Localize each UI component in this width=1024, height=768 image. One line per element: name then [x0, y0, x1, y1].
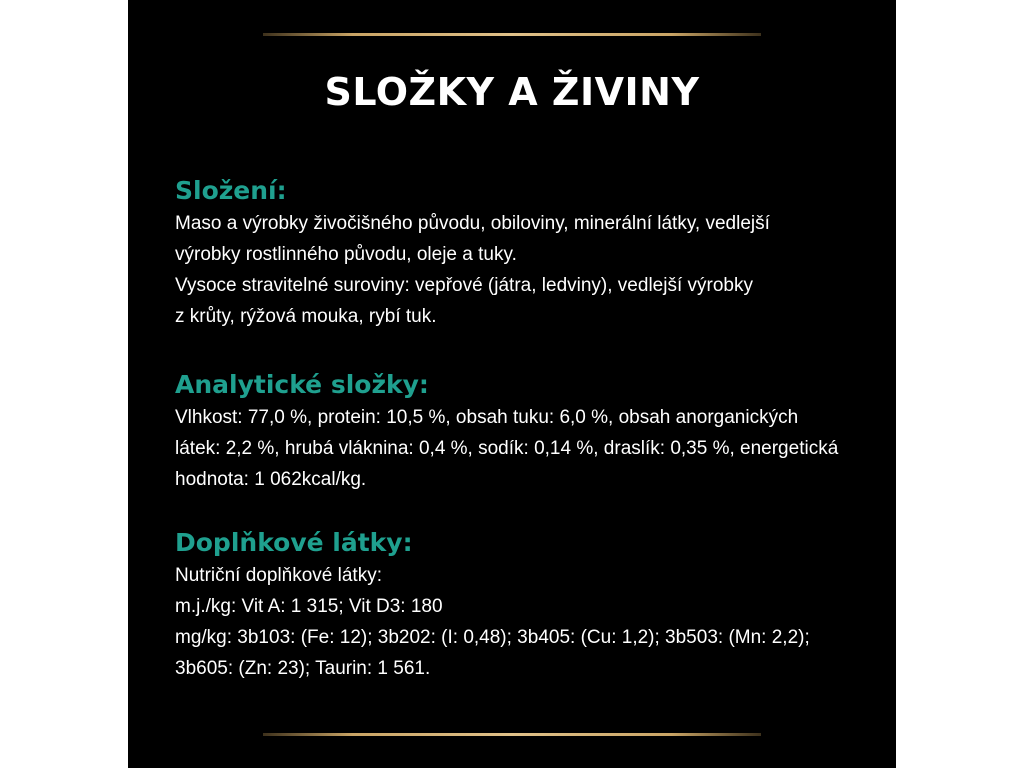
- analytical-line: látek: 2,2 %, hrubá vláknina: 0,4 %, sodík: 0,14 %, draslík: 0,35 %, energetická: [175, 438, 839, 459]
- bottom-gold-divider: [263, 733, 761, 736]
- composition-line: Maso a výrobky živočišného původu, obiloviny, minerální látky, vedlejší: [175, 213, 770, 234]
- composition-line: výrobky rostlinného původu, oleje a tuky.: [175, 244, 517, 265]
- additives-line: Nutriční doplňkové látky:: [175, 565, 382, 586]
- additives-line: mg/kg: 3b103: (Fe: 12); 3b202: (I: 0,48); 3b405: (Cu: 1,2); 3b503: (Mn: 2,2);: [175, 627, 810, 648]
- additives-section: [175, 528, 875, 684]
- analytical-heading: Analytické složky:: [175, 370, 429, 399]
- additives-line: 3b605: (Zn: 23); Taurin: 1 561.: [175, 658, 431, 679]
- additives-text: [175, 560, 875, 684]
- composition-section: [175, 176, 875, 332]
- page-title: SLOŽKY A ŽIVINY: [324, 70, 700, 114]
- ingredients-panel: [128, 0, 896, 768]
- composition-line: z krůty, rýžová mouka, rybí tuk.: [175, 306, 437, 327]
- composition-line: Vysoce stravitelné suroviny: vepřové (játra, ledviny), vedlejší výrobky: [175, 275, 753, 296]
- additives-line: m.j./kg: Vit A: 1 315; Vit D3: 180: [175, 596, 443, 617]
- analytical-section: [175, 370, 875, 495]
- composition-text: [175, 208, 875, 332]
- additives-heading: Doplňkové látky:: [175, 528, 413, 557]
- analytical-line: Vlhkost: 77,0 %, protein: 10,5 %, obsah tuku: 6,0 %, obsah anorganických: [175, 407, 799, 428]
- analytical-line: hodnota: 1 062kcal/kg.: [175, 469, 367, 490]
- analytical-text: [175, 402, 875, 495]
- composition-heading: Složení:: [175, 176, 287, 205]
- top-gold-divider: [263, 33, 761, 36]
